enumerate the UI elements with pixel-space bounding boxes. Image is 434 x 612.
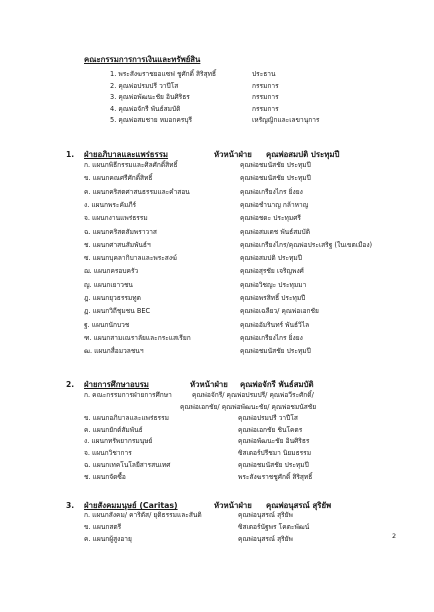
- section1-head-label: หัวหน้าฝ่าย: [214, 150, 252, 159]
- section3-item-label: ข. แผนกสตรี: [84, 522, 122, 531]
- section3-title: ฝ่ายสังคมมนุษย์ (Caritas): [84, 501, 178, 510]
- section3-item-label: ค. แผนกผู้สูงอายุ: [84, 534, 132, 543]
- section2-item-label: จ. แผนกวิชาการ: [84, 449, 132, 458]
- section2-committee-line2: คุณพ่อเอกชัย/ คุณพ่อพัฒนะชัย/ คุณพ่อชมนัสชัย: [180, 403, 317, 411]
- section2-item-value: ซิสเตอร์ปรีชมา นิยมธรรม: [238, 449, 312, 458]
- section1-item-label: ก. แผนกพิธีกรรมและศิลศักดิ์สิทธิ์: [84, 161, 178, 169]
- section2-item-label: ข. แผนกอภิบาลและแพร่ธรรม: [84, 414, 169, 422]
- section1-item-value: คุณพ่อวิชญะ ประทุมมา: [240, 280, 307, 289]
- section3-item-label: ก. แผนกสังคม/ คาริตัส/ ยุติธรรมและสันติ: [84, 511, 202, 519]
- section1-title: ฝ่ายอภิบาลและแพร่ธรรม: [84, 150, 169, 159]
- finance-committee-title: คณะกรรมการการเงินและทรัพย์สิน: [84, 55, 201, 64]
- section1-item-label: ซ. แผนกบุคลากิบาลและพระสงฆ์: [84, 254, 177, 263]
- section1-item-label: ค. แผนกคริสตศาสนธรรมและคำสอน: [84, 187, 190, 196]
- section3-head-name: คุณพ่อนุสรณ์ สุริยัพ: [266, 501, 332, 510]
- section1-item-value: คุณพ่ออัมรินทร์ พันธ์วิไล: [240, 320, 310, 329]
- section1-item-value: คุณพ่อชำนาญ กล้าหาญ: [240, 200, 309, 209]
- section1-item-value: คุณพ่อพรสิทธิ์ ประทุมปี: [240, 294, 306, 302]
- section1-item-label: ฌ. แผนกครอบครัว: [84, 267, 139, 276]
- section2-head-name: คุณพ่อจักรี พันธ์สมบัติ: [240, 380, 314, 389]
- section1-number: 1.: [66, 150, 75, 159]
- finance-member-role: กรรมการ: [252, 104, 279, 113]
- section2-title: ฝ่ายการศึกษาอบรม: [84, 380, 149, 389]
- section1-item-value: คุณพ่อชมนัสชัย ประทุมปี: [240, 347, 311, 356]
- section3-item-value: คุณพ่อนุสรณ์ สุริยัพ: [238, 534, 293, 543]
- section1-item-value: คุณพ่อเกรียงไกร ยิ่งยง: [240, 187, 303, 196]
- section2-item-value: คุณพ่อเอกชัย ชินโคตร: [238, 425, 303, 434]
- section1-item-label: ฑ. แผนกสามเณราลัยและกระแสเรียก: [84, 333, 191, 342]
- section2-item-value: พระสังฆราชชูศักดิ์ สิริสุทธิ์: [238, 472, 313, 481]
- section2-item-label: ค. แผนกยักต์สัมพันธ์: [84, 425, 143, 434]
- finance-member-role: กรรมการ: [252, 81, 279, 90]
- section1-item-label: ง. แผนกพระคัมภีร์: [84, 200, 137, 209]
- section1-item-label: ฏ. แผนกวิถีชุมชน BEC: [84, 307, 151, 316]
- section2-item-label: ช. แผนกจัดซื้อ: [84, 472, 126, 481]
- section2-committee-line1: คุณพ่อจักรี/ คุณพ่อปรมปรี/ คุณพ่อวีระศักดิ์/: [192, 391, 314, 399]
- section1-item-value: คุณพ่อชดะ ประทุมศรี: [240, 214, 301, 223]
- section2-committee-label: ก. คณะกรรมการฝ่ายการศึกษา: [84, 391, 172, 399]
- section2-item-label: ง. แผนกทรัพยากรมนุษย์: [84, 437, 153, 446]
- section1-item-value: คุณพ่อสมเดช พันธ์สมบัติ: [240, 227, 311, 236]
- section3-item-value: ซิสเตอร์นัฐพร โคตะพัฒน์: [238, 522, 310, 531]
- finance-member-name: 1. พระสังฆราชยอแซฟ ชูศักดิ์ สิริสุทธิ์: [110, 70, 216, 78]
- finance-member-name: 4. คุณพ่อจักรี พันธ์สมบัติ: [110, 104, 181, 113]
- finance-member-role: เหรัญญิกและเลขานุการ: [252, 116, 320, 125]
- section3-number: 3.: [66, 501, 75, 510]
- finance-member-name: 2. คุณพ่อปรมปรี วาปีโส: [110, 81, 179, 90]
- section1-item-value: คุณพ่อชมนัสชัย ประทุมปี: [240, 161, 311, 169]
- section2-item-value: คุณพ่อพัฒนะชัย อินศิริธร: [238, 437, 310, 446]
- section1-item-label: ฎ. แผนกยุวธรรมทูต: [84, 294, 141, 302]
- page-number: 2: [392, 532, 397, 540]
- section2-item-label: ฉ. แผนกเทคโนโลยีสารสนเทศ: [84, 460, 171, 469]
- section3-item-value: คุณพ่อนุสรณ์ สุริยัพ: [238, 511, 293, 519]
- section1-item-label: ฉ. แผนกคริสตสัมพราวาส: [84, 227, 157, 236]
- section2-head-label: หัวหน้าฝ่าย: [190, 380, 228, 389]
- section1-item-value: คุณพ่อเกรียงไกร ยิ่งยง: [240, 333, 303, 342]
- section1-item-label: ญ. แผนกเยาวชน: [84, 280, 133, 289]
- section1-item-value: คุณพ่อเกรียงไกร/คุณพ่อประเสริฐ (ในเขตเมือง): [240, 240, 373, 249]
- section2-number: 2.: [66, 380, 75, 389]
- section1-item-label: ข. แผนกคณศรีศักดิ์สิทธิ์: [84, 174, 153, 183]
- section1-item-value: คุณพ่อเฉลียว/ คุณพ่อเอกชัย: [240, 307, 319, 316]
- section1-item-value: คุณพ่อสุรชัย เจริญพงศ์: [240, 267, 304, 276]
- finance-member-role: ประธาน: [252, 70, 276, 78]
- section2-item-value: คุณพ่อปรมปรี วาปีโส: [238, 414, 298, 422]
- section2-item-value: คุณพ่อชมนัสชัย ประทุมปี: [238, 460, 309, 469]
- section1-item-value: คุณพ่อชมนัสชัย ประทุมปี: [240, 174, 311, 183]
- finance-member-role: กรรมการ: [252, 93, 279, 102]
- finance-member-name: 3. คุณพ่อพัฒนะชัย อินศิริธร: [110, 93, 190, 102]
- finance-member-name: 5. คุณพ่อสมชาย หมอกครบุรี: [110, 116, 193, 125]
- section1-head-name: คุณพ่อสมปติ ประทุมปี: [266, 150, 340, 159]
- section1-item-label: ฐ. แผนกนักบวช: [84, 320, 130, 329]
- section1-item-label: จ. แผนกงานแพร่ธรรม: [84, 214, 148, 223]
- section3-head-label: หัวหน้าฝ่าย: [214, 501, 252, 510]
- section1-item-value: คุณพ่อสมปติ ประทุมปี: [240, 254, 302, 263]
- section1-item-label: ฒ. แผนกสื่อมวลชนฯ: [84, 347, 144, 356]
- section1-item-label: ช. แผนกศาสนสัมพันธ์ฯ: [84, 240, 151, 249]
